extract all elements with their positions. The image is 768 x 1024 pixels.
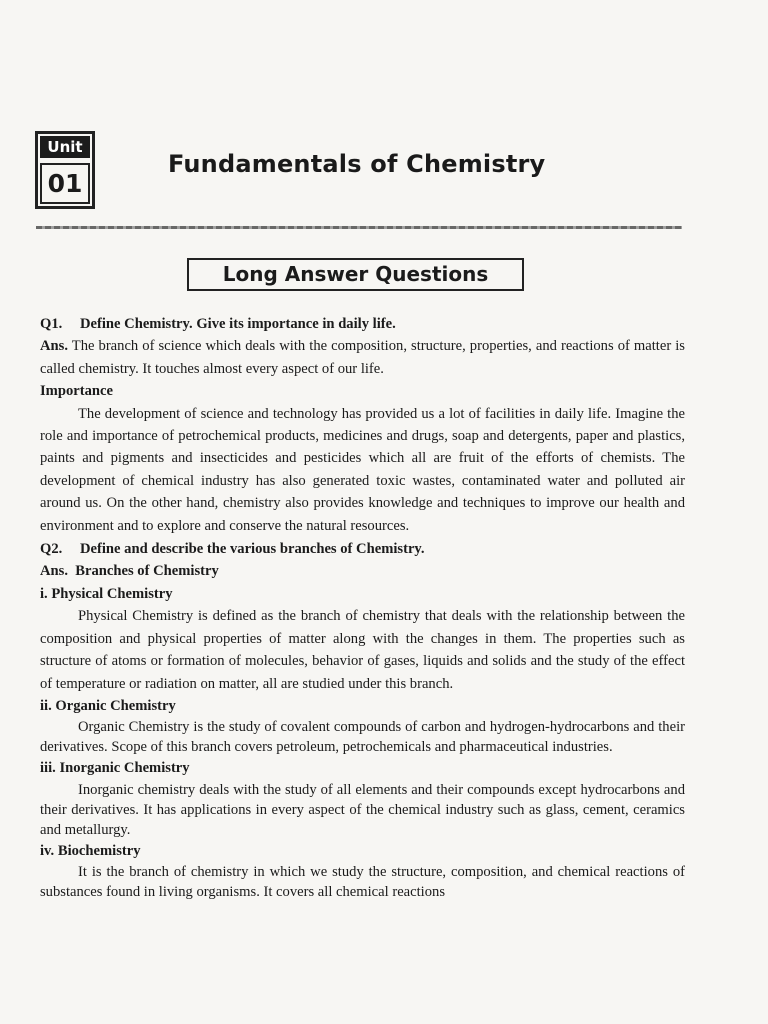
branch-paragraph: It is the branch of chemistry in which we study the structure, composition, and chemical reactions of substances found in living organisms. It covers all chemical reactions [40, 864, 685, 901]
importance-heading: Importance [40, 383, 113, 400]
header-divider [36, 226, 682, 229]
chapter-title: Fundamentals of Chemistry [168, 150, 546, 178]
branch-paragraph: Organic Chemistry is the study of covalent compounds of carbon and hydrogen-hydrocarbons and their derivatives. Scope of this branch covers petroleum, petrochemicals and pharmaceutical industries. [40, 719, 685, 756]
branch-paragraph: Physical Chemistry is defined as the branch of chemistry that deals with the relationship between the composition and physical properties of matter along with the changes in them. The properties such as structure of atoms or formation of molecules, behavior of gases, liquids and solids and the study of the effect of temperature or radiation on matter, all are studied under this branch. [40, 608, 685, 692]
question-1 [40, 313, 685, 335]
answer-label: Ans. [40, 338, 68, 355]
branch-paragraph: Inorganic chemistry deals with the study of all elements and their compounds except hydrocarbons and their derivatives. It has applications in every aspect of the chemical industry such as glass, cement, ceramics and metallurgy. [40, 781, 685, 838]
section-heading-box [187, 258, 524, 291]
question-number: Q1. [40, 316, 63, 332]
branch-heading: iv. Biochemistry [40, 842, 141, 859]
question-2 [40, 538, 685, 560]
section-heading: Long Answer Questions [222, 262, 489, 286]
question-text: Define and describe the various branches of Chemistry. [80, 541, 425, 558]
page-content [40, 312, 685, 902]
branches-heading: Branches of Chemistry [75, 563, 219, 580]
answer-label: Ans. [40, 563, 68, 580]
branch-heading: ii. Organic Chemistry [40, 697, 176, 714]
answer-1 [40, 335, 685, 380]
question-text: Define Chemistry. Give its importance in daily life. [80, 316, 396, 332]
unit-number: 01 [40, 163, 90, 204]
branch-heading: iii. Inorganic Chemistry [40, 760, 190, 777]
unit-badge [35, 131, 95, 209]
branch-heading: i. Physical Chemistry [40, 585, 173, 602]
answer-2-heading [40, 560, 685, 582]
unit-label: Unit [40, 136, 90, 158]
question-number: Q2. [40, 541, 63, 558]
answer-text: The branch of science which deals with the composition, structure, properties, and reactions of matter is called chemistry. It touches almost every aspect of our life. [40, 338, 685, 377]
importance-paragraph: The development of science and technology has provided us a lot of facilities in daily life. Imagine the role and importance of petrochemical products, medicines and drugs, soap and detergents, paper and plastics, paints and pigments and insecticides and pesticides which all are fruit of the efforts of chemists. The development of chemical industry has also generated toxic wastes, contaminated water and polluted air around us. On the other hand, chemistry also provides knowledge and techniques to improve our health and environment and to explore and conserve the natural resources. [40, 405, 685, 534]
